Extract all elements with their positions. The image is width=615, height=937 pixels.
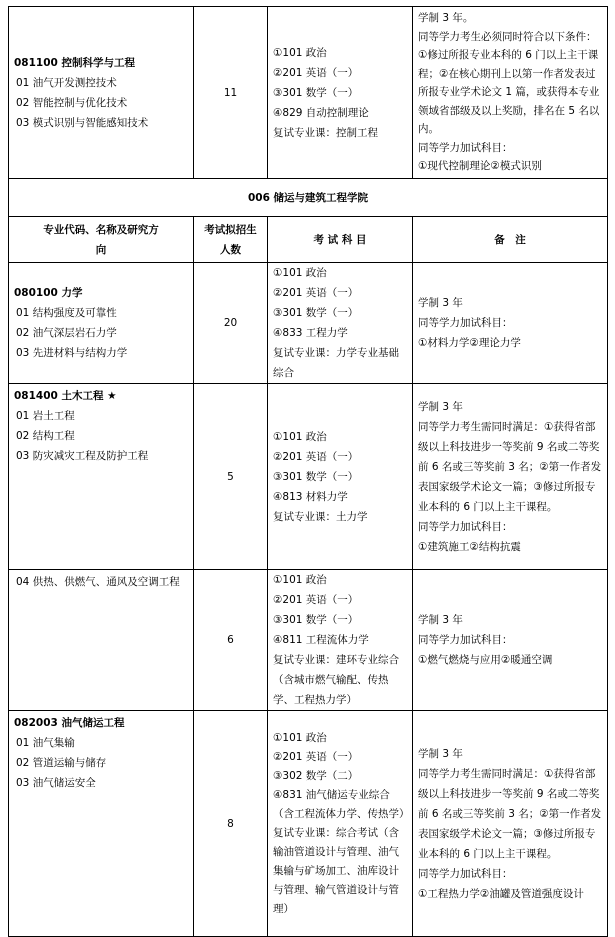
subject-item: ②201 英语（一） [273, 594, 359, 606]
note-line: 学制 3 年 [418, 400, 463, 413]
direction-item: 04 供热、供燃气、通风及空调工程 [16, 576, 180, 588]
notes-cell [413, 711, 608, 937]
direction-item: 03 先进材料与结构力学 [16, 347, 128, 359]
enrollment-table [8, 6, 608, 937]
major-code-name: 081100 控制科学与工程 [14, 56, 135, 69]
note-line: ①修过所报专业本科的 6 门以上主干课程；②在核心期刊上以第一作者发表过所报专业学术论文 1 篇，或获得本专业领域省部级及以上奖励，排名在 5 名以内。 [418, 49, 600, 136]
direction-item: 01 油气开发测控技术 [16, 76, 117, 89]
direction-item: 02 智能控制与优化技术 [16, 96, 128, 109]
major-code-name: 081400 土木工程 ★ [14, 390, 117, 402]
major-cell [9, 7, 194, 179]
note-line: 学制 3 年 [418, 297, 463, 309]
subject-item: 复试专业课：控制工程 [273, 126, 378, 139]
table-row [9, 570, 608, 711]
section-title: 006 储运与建筑工程学院 [9, 179, 608, 217]
note-line: 同等学力考生需同时满足：①获得省部级以上科技进步一等奖前 9 名或二等奖前 6 名或三等奖前 3 名；②第一作者发表国家级学术论文一篇；③修过所报专业本科的 6 门以上主干课程。 [418, 767, 602, 860]
subject-item: ④813 材料力学 [273, 490, 348, 503]
table-row [9, 7, 608, 179]
section-row [9, 179, 608, 217]
subject-item: ①101 政治 [273, 430, 327, 443]
subject-item: ③302 数学（二） [273, 769, 359, 782]
notes-cell [413, 570, 608, 711]
subject-item: ①101 政治 [273, 267, 327, 279]
subject-item: ①101 政治 [273, 731, 327, 744]
major-code-name: 080100 力学 [14, 287, 83, 299]
notes-cell [413, 263, 608, 384]
enroll-count: 8 [194, 711, 268, 937]
note-line: ①现代控制理论②模式识别 [418, 160, 542, 173]
subject-item: ③301 数学（一） [273, 614, 359, 626]
subject-item: ②201 英语（一） [273, 287, 359, 299]
note-line: 学制 3 年 [418, 614, 463, 626]
subject-item: ①101 政治 [273, 46, 327, 59]
enroll-count: 5 [194, 384, 268, 570]
major-cell [9, 384, 194, 570]
exam-subjects [268, 7, 413, 179]
note-line: ①燃气燃烧与应用②暖通空调 [418, 654, 553, 666]
subject-item: ②201 英语（一） [273, 66, 359, 79]
header-subjects: 考 试 科 目 [268, 217, 413, 263]
exam-subjects [268, 711, 413, 937]
major-cell [9, 711, 194, 937]
direction-item: 01 油气集输 [16, 737, 75, 749]
major-cell [9, 263, 194, 384]
exam-subjects [268, 570, 413, 711]
enroll-count: 11 [194, 7, 268, 179]
table-row [9, 384, 608, 570]
table-row [9, 711, 608, 937]
note-line: ①工程热力学②油罐及管道强度设计 [418, 887, 584, 900]
note-line: 同等学力加试科目： [418, 141, 513, 154]
subject-item: ①101 政治 [273, 574, 327, 586]
direction-item: 01 结构强度及可靠性 [16, 307, 117, 319]
header-major: 专业代码、名称及研究方向 [9, 217, 194, 263]
note-line: 同等学力加试科目： [418, 520, 513, 533]
header-enroll: 考试拟招生人数 [194, 217, 268, 263]
table-row [9, 263, 608, 384]
subject-item: ②201 英语（一） [273, 450, 359, 463]
note-line: 同等学力加试科目： [418, 867, 513, 880]
note-line: 同等学力考生需同时满足：①获得省部级以上科技进步一等奖前 9 名或二等奖前 6 名或三等奖前 3 名；②第一作者发表国家级学术论文一篇；③修过所报专业本科的 6 门以上主干课程。 [418, 420, 602, 513]
notes-cell [413, 384, 608, 570]
subject-item: ④811 工程流体力学 [273, 634, 369, 646]
header-row [9, 217, 608, 263]
note-line: ①材料力学②理论力学 [418, 337, 521, 349]
direction-item: 03 油气储运安全 [16, 777, 96, 789]
note-line: 学制 3 年 [418, 747, 463, 760]
subject-item: 复试专业课：建环专业综合（含城市燃气输配、传热学、工程热力学） [273, 654, 399, 706]
note-line: 同等学力考生必须同时符合以下条件： [418, 30, 597, 43]
direction-item: 01 岩土工程 [16, 410, 75, 422]
major-cell [9, 570, 194, 711]
direction-item: 02 结构工程 [16, 430, 75, 442]
major-code-name: 082003 油气储运工程 [14, 717, 125, 729]
exam-subjects [268, 263, 413, 384]
exam-subjects [268, 384, 413, 570]
subject-item: ②201 英语（一） [273, 750, 359, 763]
header-notes: 备 注 [413, 217, 608, 263]
subject-item: ④833 工程力学 [273, 327, 348, 339]
subject-item: ③301 数学（一） [273, 307, 359, 319]
note-line: 学制 3 年。 [418, 12, 474, 25]
direction-item: 02 油气深层岩石力学 [16, 327, 117, 339]
direction-item: 02 管道运输与储存 [16, 757, 107, 769]
subject-item: 复试专业课：综合考试（含输油管道设计与管理、油气集输与矿场加工、油库设计与管理、输气管道设计与管理） [273, 826, 399, 915]
enroll-count: 6 [194, 570, 268, 711]
subject-item: ③301 数学（一） [273, 86, 359, 99]
note-line: 同等学力加试科目： [418, 634, 513, 646]
note-line: ①建筑施工②结构抗震 [418, 540, 521, 553]
subject-item: 复试专业课：力学专业基础综合 [273, 347, 399, 379]
direction-item: 03 模式识别与智能感知技术 [16, 116, 149, 129]
subject-item: ④831 油气储运专业综合（含工程流体力学、传热学） [273, 788, 410, 820]
direction-item: 03 防灾减灾工程及防护工程 [16, 450, 149, 462]
subject-item: ④829 自动控制理论 [273, 106, 369, 119]
notes-cell [413, 7, 608, 179]
subject-item: ③301 数学（一） [273, 470, 359, 483]
subject-item: 复试专业课：土力学 [273, 510, 368, 523]
note-line: 同等学力加试科目： [418, 317, 513, 329]
enroll-count: 20 [194, 263, 268, 384]
